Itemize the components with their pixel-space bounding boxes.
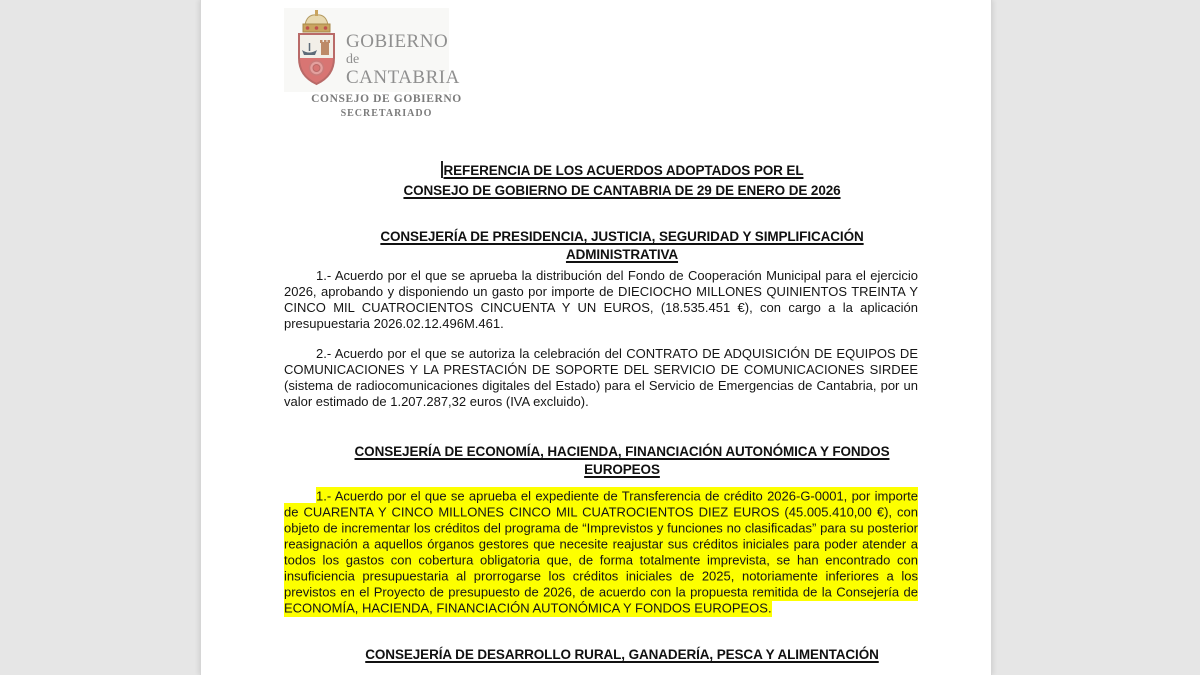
document-page[interactable] (200, 0, 992, 675)
cantabria-coat-of-arms-icon (294, 10, 339, 90)
logo-subtitle (279, 94, 494, 119)
logo-department: CONSEJO DE GOBIERNO (311, 93, 462, 105)
section-heading-economia-line-1: CONSEJERÍA DE ECONOMÍA, HACIENDA, FINANCIACIÓN AUTONÓMICA Y FONDOS (354, 444, 890, 459)
text-cursor (441, 161, 443, 178)
section-heading-presidencia (284, 228, 960, 263)
paragraph-transferencia-credito-highlighted (284, 488, 918, 616)
section-heading-economia-line-2: EUROPEOS (584, 461, 660, 477)
paragraph-contrato-sirdee: 2.- Acuerdo por el que se autoriza la celebración del CONTRATO DE ADQUISICIÓN DE EQUIPOS DE COMUNICACIONES Y LA PRESTACIÓN DE SOPORTE DEL SERVICIO DE COMUNICACIONES SIRDEE (sistema de radiocomunicaciones digitales del Estado) para el Servicio de Emergencias de Cantabria, por un valor estimado de 1.207.287,32 euros (IVA excluido). (284, 346, 918, 409)
section-heading-presidencia-line-2: ADMINISTRATIVA (565, 246, 679, 262)
government-name-line-2: de (346, 52, 360, 67)
document-title (284, 161, 960, 201)
government-name-line-1: GOBIERNO (346, 31, 449, 52)
cantabria-logo (284, 8, 460, 92)
document-title-line-2: CONSEJO DE GOBIERNO DE CANTABRIA DE 29 DE ENERO DE 2026 (403, 183, 841, 198)
logo-unit: SECRETARIADO (340, 107, 433, 119)
section-heading-desarrollo-rural-line-1: CONSEJERÍA DE DESARROLLO RURAL, GANADERÍA, PESCA Y ALIMENTACIÓN (365, 647, 879, 662)
government-name (346, 32, 460, 87)
section-heading-presidencia-line-1: CONSEJERÍA DE PRESIDENCIA, JUSTICIA, SEGURIDAD Y SIMPLIFICACIÓN (380, 229, 864, 244)
yellow-highlight: 1.- Acuerdo por el que se aprueba el expediente de Transferencia de crédito 2026-G-0001, por importe de CUARENTA Y CINCO MILLONES CINCO MIL CUATROCIENTOS DIEZ EUROS (45.005.410,00 €), con objeto de incrementar los créditos del programa de “Imprevistos y funciones no clasificadas” para su posterior reasignación a aquellos órganos gestores que necesite reajustar sus créditos iniciales para poder atender a todos los gastos con cobertura obligatoria que, de forma totalmente imprevista, se han encontrado con insuficiencia presupuestaria al prorrogarse los créditos iniciales de 2025, notoriamente inferiores a los previstos en el Proyecto de presupuesto de 2026, de acuerdo con la propuesta remitida de la Consejería de ECONOMÍA, HACIENDA, FINANCIACIÓN AUTONÓMICA Y FONDOS EUROPEOS. (284, 488, 918, 615)
paragraph-fondo-cooperacion: 1.- Acuerdo por el que se aprueba la distribución del Fondo de Cooperación Municipal para el ejercicio 2026, aprobando y disponiendo un gasto por importe de DIECIOCHO MILLONES QUINIENTOS TREINTA Y CINCO MIL CUATROCIENTOS CINCUENTA Y UN EUROS, (18.535.451 €), con cargo a la aplicación presupuestaria 2026.02.12.496M.461. (284, 268, 918, 331)
document-title-line-1: REFERENCIA DE LOS ACUERDOS ADOPTADOS POR EL (284, 161, 960, 181)
section-heading-economia (284, 443, 960, 478)
government-name-line-3: CANTABRIA (346, 67, 460, 88)
section-heading-desarrollo-rural (284, 646, 960, 664)
